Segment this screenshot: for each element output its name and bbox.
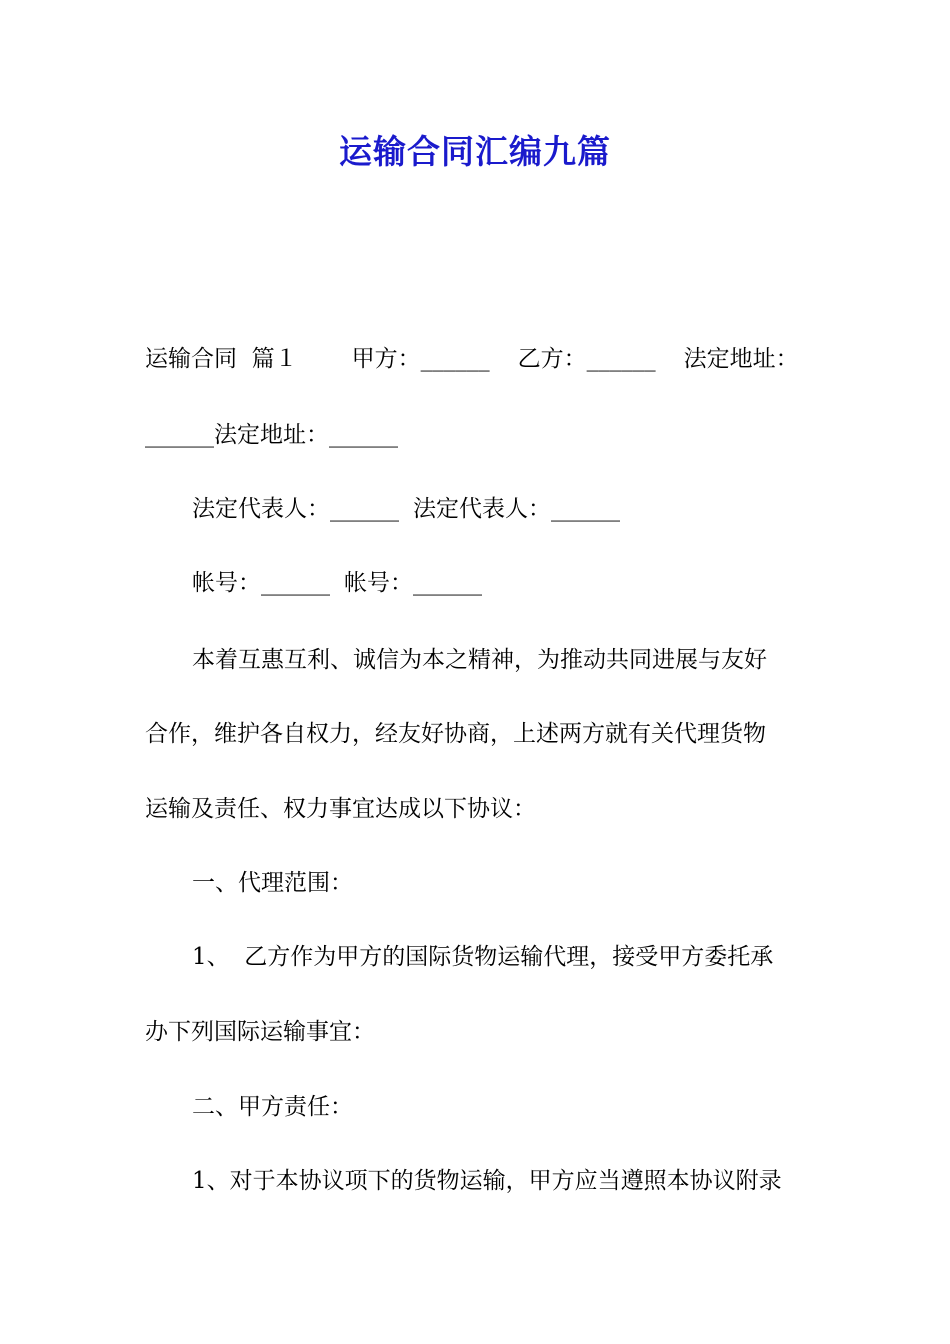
paragraph-line: 运输及责任、权力事宜达成以下协议：: [145, 796, 536, 822]
section-label: 运输合同 篇１: [145, 346, 298, 372]
rep-a-field: 法定代表人：______: [192, 496, 399, 522]
paragraph-line: 本着互惠互利、诚信为本之精神，为推动共同进展与友好: [192, 647, 767, 673]
party-a-field: 甲方：______: [351, 346, 490, 372]
party-b-field: 乙方：______: [517, 346, 656, 372]
account-a-field: 帐号：______: [192, 570, 330, 596]
section-heading: 一、代理范围：: [192, 870, 353, 896]
section-heading: 二、甲方责任：: [192, 1094, 353, 1120]
legal-representative-line: [192, 492, 620, 526]
legal-address-label: 法定地址：: [683, 346, 799, 372]
legal-address-line: ______法定地址：______: [145, 422, 398, 448]
account-line: [192, 566, 482, 600]
paragraph-line: 办下列国际运输事宜：: [145, 1019, 375, 1045]
paragraph-line: 合作，维护各自权力，经友好协商，上述两方就有关代理货物: [145, 721, 766, 747]
contract-header-line: [145, 342, 799, 376]
rep-b-field: 法定代表人：______: [413, 496, 620, 522]
paragraph-line: 1、 乙方作为甲方的国际货物运输代理，接受甲方委托承: [192, 944, 774, 970]
document-title: 运输合同汇编九篇: [339, 132, 611, 171]
account-b-field: 帐号：______: [344, 570, 482, 596]
paragraph-line: 1、对于本协议项下的货物运输，甲方应当遵照本协议附录: [192, 1168, 782, 1194]
